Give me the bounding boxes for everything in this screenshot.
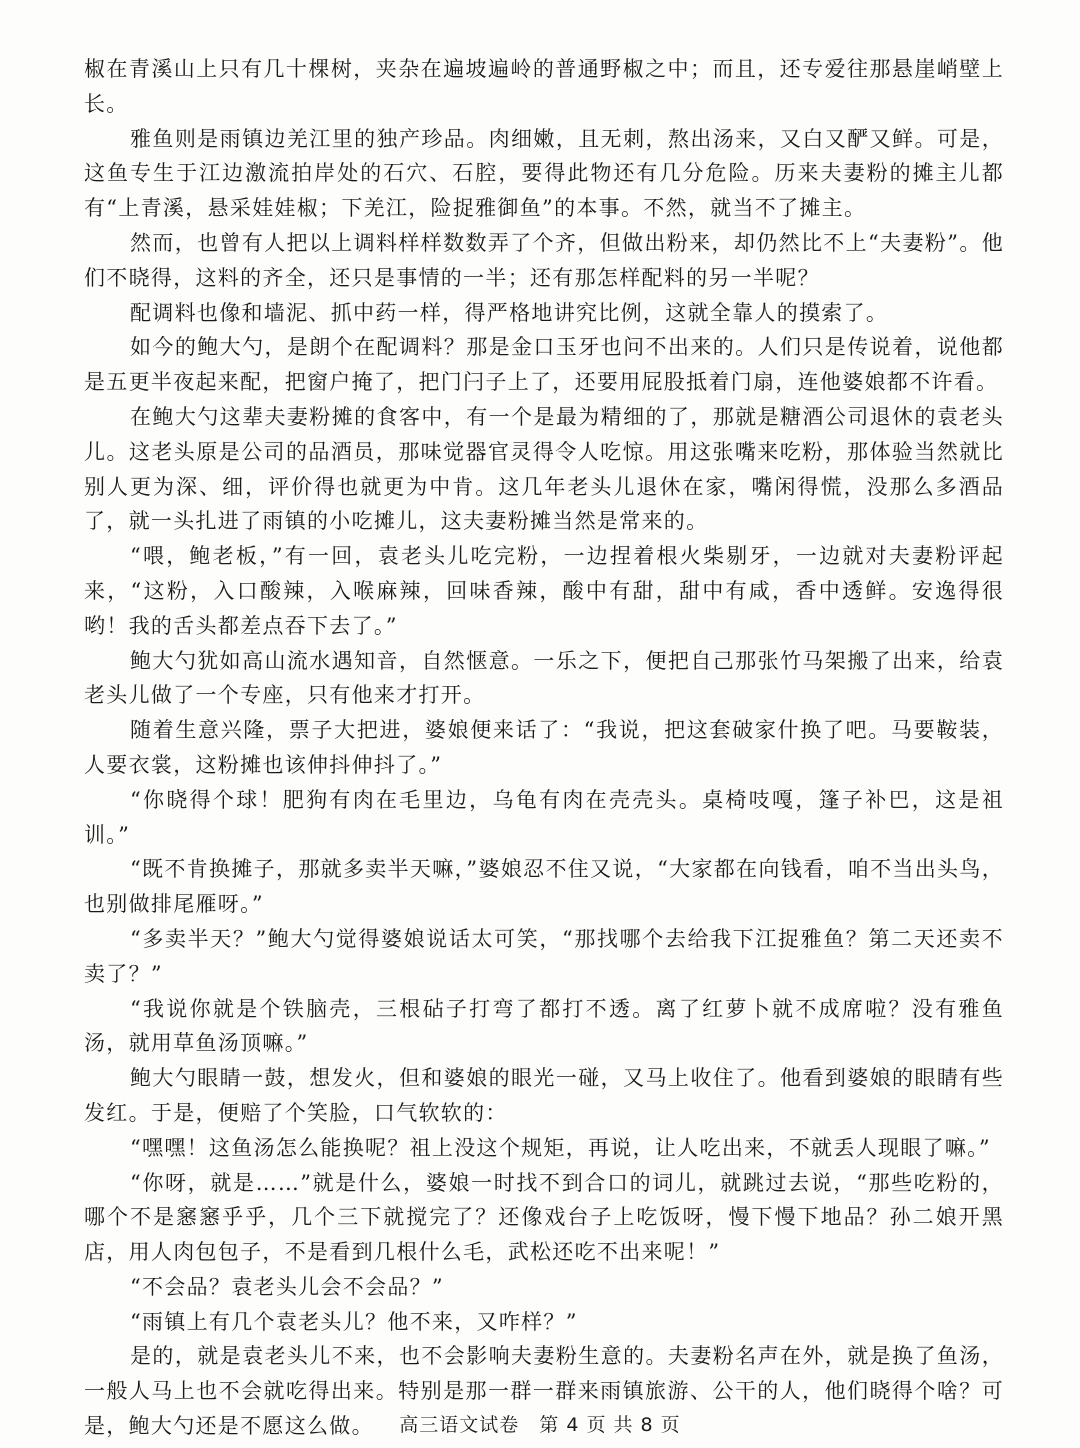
page-footer: 高三语文试卷 第 4 页 共 8 页: [399, 1414, 681, 1436]
paragraph: “多卖半天？”鲍大勺觉得婆娘说话太可笑，“那找哪个去给我下江捉雅鱼？第二天还卖不卖了？”: [84, 926, 1004, 986]
paragraph: “你晓得个球！肥狗有肉在毛里边，乌龟有肉在壳壳头。桌椅吱嘎，篷子补巴，这是祖训。”: [84, 787, 1004, 847]
paragraph: “雨镇上有几个袁老头儿？他不来，又咋样？”: [130, 1309, 578, 1334]
paragraph: 然而，也曾有人把以上调料样样数数弄了个齐，但做出粉来，却仍然比不上“夫妻粉”。他们不晓得，这料的齐全，还只是事情的一半；还有那怎样配料的另一半呢？: [84, 230, 1004, 290]
paragraph: “你呀，就是……”就是什么，婆娘一时找不到合口的词儿，就跳过去说，“那些吃粉的，哪个不是窸窸乎乎，几个三下就搅完了？还像戏台子上吃饭呀，慢下慢下地品？孙二娘开黑店，用人肉包包子，不是看到几根什么毛，武松还吃不出来呢！”: [84, 1170, 1004, 1265]
paragraph: 雅鱼则是雨镇边羌江里的独产珍品。肉细嫩，且无刺，熬出汤来，又白又酽又鲜。可是，这鱼专生于江边激流拍岸处的石穴、石腔，要得此物还有几分危险。历来夫妻粉的摊主儿都有“上青溪，悬采娃娃椒；下羌江，险捉雅御鱼”的本事。不然，就当不了摊主。: [84, 126, 1004, 221]
paragraph: “不会品？袁老头儿会不会品？”: [130, 1274, 444, 1299]
paragraph: 配调料也像和墙泥、抓中药一样，得严格地讲究比例，这就全靠人的摸索了。: [130, 300, 889, 325]
paragraph: 在鲍大勺这辈夫妻粉摊的食客中，有一个是最为精细的了，那就是糖酒公司退休的袁老头儿。这老头原是公司的品酒员，那味觉器官灵得令人吃惊。用这张嘴来吃粉，那体验当然就比别人更为深、细，评价得也就更为中肯。这几年老头儿退休在家，嘴闲得慌，没那么多酒品了，就一头扎进了雨镇的小吃摊儿，这夫妻粉摊当然是常来的。: [84, 404, 1004, 534]
paragraph: 随着生意兴隆，票子大把进，婆娘便来话了：“我说，把这套破家什换了吧。马要鞍装，人要衣裳，这粉摊也该伸抖伸抖了。”: [84, 718, 1004, 777]
paragraph: “喂，鲍老板，”有一回，袁老头儿吃完粉，一边捏着根火柴剔牙，一边就对夫妻粉评起来，“这粉，入口酸辣，入喉麻辣，回味香辣，酸中有甜，甜中有咸，香中透鲜。安逸得很哟！我的舌头都差点吞下去了。”: [84, 544, 1004, 638]
paragraph: 鲍大勺犹如高山流水遇知音，自然惬意。一乐之下，便把自己那张竹马架搬了出来，给袁老头儿做了一个专座，只有他来才打开。: [84, 648, 1004, 708]
paragraph: 如今的鲍大勺，是朗个在配调料？那是金口玉牙也问不出来的。人们只是传说着，说他都是五更半夜起来配，把窗户掩了，把门闩子上了，还要用屁股抵着门扇，连他婆娘都不许看。: [84, 335, 1004, 395]
paragraph: “嘿嘿！这鱼汤怎么能换呢？祖上没这个规矩，再说，让人吃出来，不就丢人现眼了嘛。”: [130, 1135, 991, 1160]
paragraph: “既不肯换摊子，那就多卖半天嘛，”婆娘忍不住又说，“大家都在向钱看，咱不当出头鸟，也别做排尾雁呀。”: [84, 857, 1004, 917]
paragraph: 是的，就是袁老头儿不来，也不会影响夫妻粉生意的。夫妻粉名声在外，就是换了鱼汤，一般人马上也不会就吃得出来。特别是那一群一群来雨镇旅游、公干的人，他们晓得个啥？可是，鲍大勺还是不愿这么做。: [84, 1344, 1004, 1439]
paragraph: 鲍大勺眼睛一鼓，想发火，但和婆娘的眼光一碰，又马上收住了。他看到婆娘的眼睛有些发红。于是，便赔了个笑脸，口气软软的：: [84, 1066, 1004, 1125]
paragraph: “我说你就是个铁脑壳，三根砧子打弯了都打不透。离了红萝卜就不成席啦？没有雅鱼汤，就用草鱼汤顶嘛。”: [84, 996, 1004, 1056]
passage-body: [84, 52, 1004, 1444]
paragraph: 椒在青溪山上只有几十棵树，夹杂在遍坡遍岭的普通野椒之中；而且，还专爱往那悬崖峭壁上长。: [84, 57, 1004, 116]
